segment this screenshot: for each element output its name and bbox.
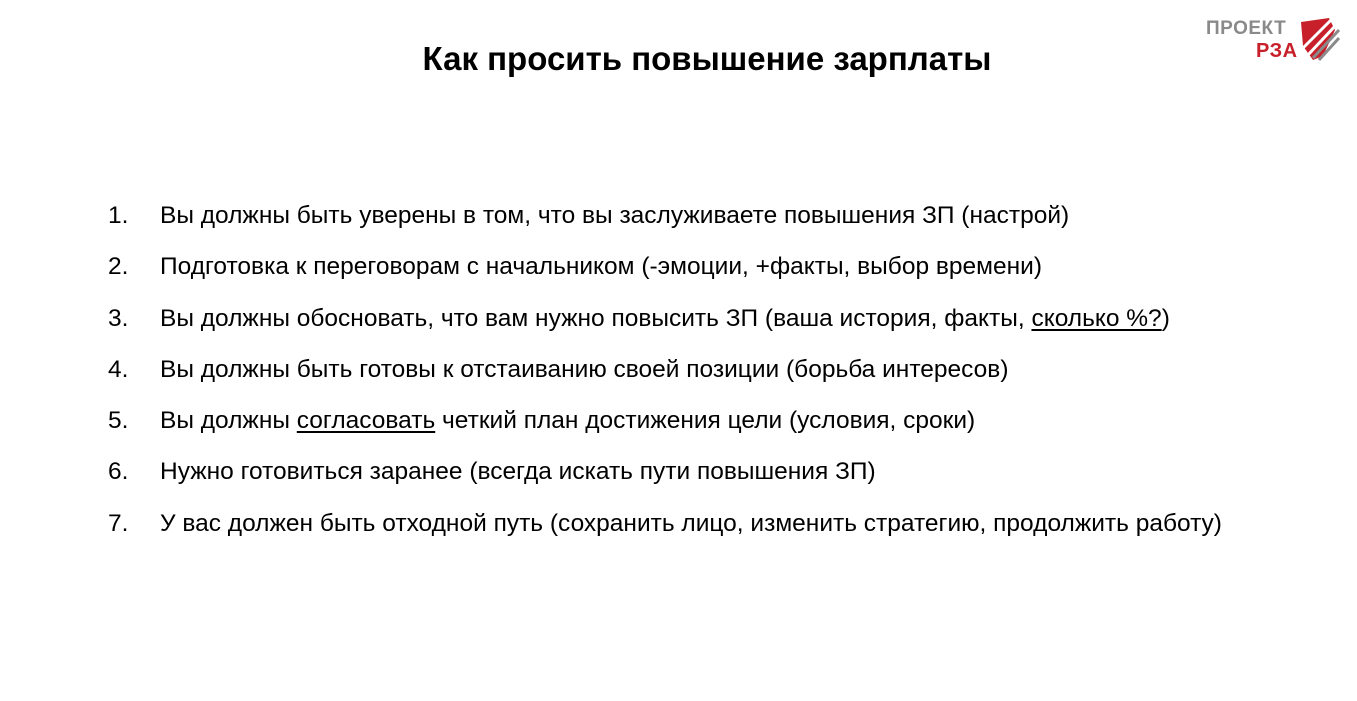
item-text-part: ) xyxy=(1161,304,1170,332)
item-text: У вас должен быть отходной путь (сохранить лицо, изменить стратегию, продолжить работу) xyxy=(160,509,1222,537)
logo-top-text: ПРОЕКТ xyxy=(1206,18,1287,39)
list-item xyxy=(108,407,1222,458)
item-text: Подготовка к переговорам с начальником (-эмоции, +факты, выбор времени) xyxy=(160,253,1042,281)
underlined-text: согласовать xyxy=(296,407,436,435)
underlined-text: сколько %? xyxy=(1031,304,1162,332)
item-number: 2. xyxy=(108,253,129,281)
list-item xyxy=(108,305,1222,356)
list-item xyxy=(108,202,1222,253)
item-number: 1. xyxy=(108,202,129,229)
item-number: 4. xyxy=(108,355,129,383)
item-text-part: Вы должны xyxy=(160,407,297,435)
list-item xyxy=(108,510,1222,561)
item-text: Нужно готовиться заранее (всегда искать пути повышения ЗП) xyxy=(160,458,876,486)
list-item xyxy=(108,253,1222,304)
item-text: Вы должны быть уверены в том, что вы заслуживаете повышения ЗП (настрой) xyxy=(160,202,1070,229)
item-text: Вы должны быть готовы к отстаиванию своей позиции (борьба интересов) xyxy=(160,355,1009,383)
steps-list xyxy=(108,202,1222,561)
item-number: 6. xyxy=(108,458,129,486)
item-number: 3. xyxy=(108,304,129,332)
list-item xyxy=(108,356,1222,407)
item-number: 7. xyxy=(108,509,129,537)
slide-title: Как просить повышение зарплаты xyxy=(422,40,992,77)
item-text-part: Вы должны обосновать, что вам нужно повысить ЗП (ваша история, факты, xyxy=(160,304,1032,332)
item-text xyxy=(160,407,975,435)
item-text-part: четкий план достижения цели (условия, сроки) xyxy=(435,407,976,435)
item-number: 5. xyxy=(108,407,129,435)
list-item xyxy=(108,458,1222,509)
item-text xyxy=(160,305,1170,333)
logo-bottom-text: РЗА xyxy=(1256,40,1298,62)
